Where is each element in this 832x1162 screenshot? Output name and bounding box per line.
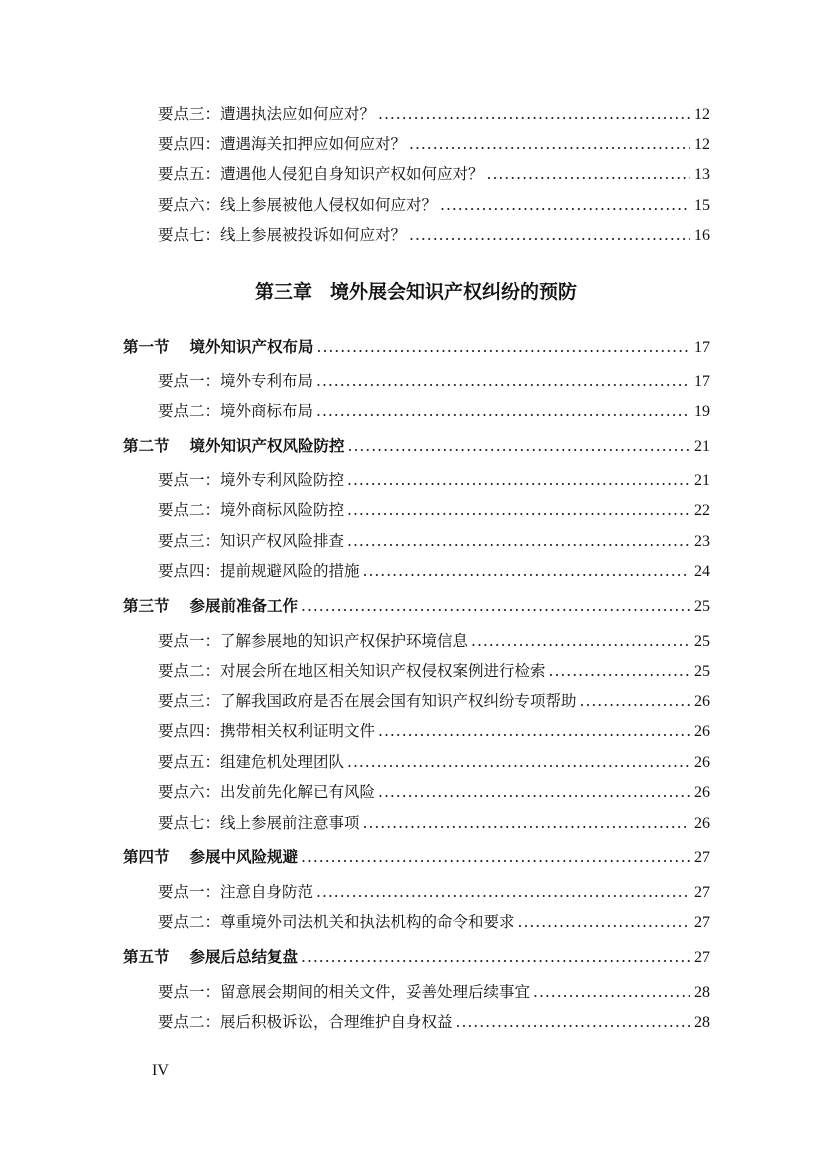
toc-item[interactable]: [158, 470, 710, 491]
toc-section-label: 第一节 境外知识产权布局: [123, 337, 314, 356]
toc-page-number: 26: [694, 693, 710, 710]
toc-item[interactable]: [158, 912, 710, 933]
toc-page-number: 24: [694, 563, 710, 580]
toc-item[interactable]: [158, 371, 710, 392]
toc-item[interactable]: [158, 691, 710, 712]
leader-dots: [456, 1012, 690, 1032]
toc-page-number: 15: [694, 197, 710, 214]
toc-item[interactable]: [158, 1012, 710, 1033]
toc-section-label: 第二节 境外知识产权风险防控: [123, 436, 345, 455]
leader-dots: [347, 752, 690, 772]
toc-item-label: 要点五：遭遇他人侵犯自身知识产权如何应对？: [158, 165, 484, 183]
toc-page-number: 13: [694, 166, 710, 183]
toc-page-number: 17: [694, 339, 710, 356]
toc-page-number: 26: [694, 784, 710, 801]
toc-page-number: 22: [694, 502, 710, 519]
toc-page-number: 26: [694, 754, 710, 771]
toc-item[interactable]: [158, 631, 710, 652]
toc-item-label: 要点二：境外商标布局: [158, 402, 314, 420]
toc-item-label: 要点五：组建危机处理团队: [158, 753, 345, 771]
toc-item[interactable]: [158, 225, 710, 246]
toc-item-label: 要点一：注意自身防范: [158, 883, 314, 901]
leader-dots: [518, 912, 690, 932]
leader-dots: [347, 470, 690, 490]
toc-item-label: 要点二：尊重境外司法机关和执法机构的命令和要求: [158, 913, 515, 931]
toc-item[interactable]: [158, 164, 710, 185]
toc-page-number: 23: [694, 533, 710, 550]
toc-section-label: 第三节 参展前准备工作: [123, 596, 299, 615]
toc-section[interactable]: [123, 436, 710, 457]
toc-page-number: 27: [694, 914, 710, 931]
toc-item-label: 要点七：线上参展被投诉如何应对？: [158, 226, 407, 244]
toc-page-number: 26: [694, 723, 710, 740]
toc-item[interactable]: [158, 401, 710, 422]
leader-dots: [301, 947, 690, 967]
leader-dots: [487, 164, 690, 184]
leader-dots: [317, 337, 690, 357]
toc-section[interactable]: [123, 337, 710, 358]
leader-dots: [533, 982, 690, 1002]
leader-dots: [409, 225, 690, 245]
leader-dots: [347, 500, 690, 520]
toc-item[interactable]: [158, 882, 710, 903]
toc-item-label: 要点六：出发前先化解已有风险: [158, 783, 376, 801]
leader-dots: [378, 104, 690, 124]
toc-page-number: 25: [694, 663, 710, 680]
toc-page-number: 27: [694, 849, 710, 866]
leader-dots: [301, 596, 690, 616]
leader-dots: [316, 401, 690, 421]
leader-dots: [316, 882, 690, 902]
toc-item-label: 要点二：对展会所在地区相关知识产权侵权案例进行检索: [158, 662, 546, 680]
toc-page-number: 26: [694, 815, 710, 832]
toc-section[interactable]: [123, 947, 710, 968]
toc-page-number: 12: [694, 136, 710, 153]
leader-dots: [301, 847, 690, 867]
toc-item[interactable]: [158, 752, 710, 773]
toc-page-number: 27: [694, 884, 710, 901]
leader-dots: [471, 631, 690, 651]
page-folio: IV: [152, 1062, 169, 1079]
toc-item-label: 要点四：遭遇海关扣押应如何应对？: [158, 135, 407, 153]
toc-item-label: 要点一：了解参展地的知识产权保护环境信息: [158, 632, 469, 650]
toc-item[interactable]: [158, 782, 710, 803]
toc-page-number: 28: [694, 984, 710, 1001]
leader-dots: [409, 134, 690, 154]
toc-item-label: 要点七：线上参展前注意事项: [158, 814, 360, 832]
toc-item[interactable]: [158, 661, 710, 682]
toc-page-number: 28: [694, 1014, 710, 1031]
leader-dots: [549, 661, 690, 681]
toc-item[interactable]: [158, 982, 710, 1003]
toc-section[interactable]: [123, 847, 710, 868]
toc-item[interactable]: [158, 104, 710, 125]
toc-item-label: 要点六：线上参展被他人侵权如何应对？: [158, 196, 438, 214]
toc-item[interactable]: [158, 813, 710, 834]
toc-page-number: 19: [694, 403, 710, 420]
toc-page-number: 25: [694, 598, 710, 615]
toc-item-label: 要点二：境外商标风险防控: [158, 501, 345, 519]
toc-item[interactable]: [158, 721, 710, 742]
chapter-number: 第三章: [254, 281, 312, 303]
leader-dots: [316, 371, 690, 391]
toc-section[interactable]: [123, 596, 710, 617]
toc-item[interactable]: [158, 531, 710, 552]
toc-item[interactable]: [158, 195, 710, 216]
toc-item-label: 要点三：遭遇执法应如何应对？: [158, 105, 376, 123]
toc-section-label: 第四节 参展中风险规避: [123, 847, 299, 866]
toc-item-label: 要点三：知识产权风险排查: [158, 532, 345, 550]
leader-dots: [440, 195, 690, 215]
leader-dots: [580, 691, 690, 711]
toc-item-label: 要点四：携带相关权利证明文件: [158, 722, 376, 740]
toc-page-number: 25: [694, 633, 710, 650]
chapter-title: [0, 280, 832, 304]
toc-item-label: 要点一：留意展会期间的相关文件，妥善处理后续事宜: [158, 983, 531, 1001]
toc-section-label: 第五节 参展后总结复盘: [123, 947, 299, 966]
chapter-name: 境外展会知识产权纠纷的预防: [330, 281, 578, 303]
toc-page-number: 21: [694, 438, 710, 455]
toc-item-label: 要点四：提前规避风险的措施: [158, 562, 360, 580]
leader-dots: [347, 531, 690, 551]
toc-item-label: 要点一：境外专利风险防控: [158, 471, 345, 489]
toc-page-number: 21: [694, 472, 710, 489]
leader-dots: [363, 813, 690, 833]
toc-item-label: 要点一：境外专利布局: [158, 372, 314, 390]
toc-page-number: 12: [694, 106, 710, 123]
leader-dots: [378, 782, 690, 802]
toc-item[interactable]: [158, 134, 710, 155]
toc-item-label: 要点二：展后积极诉讼，合理维护自身权益: [158, 1013, 453, 1031]
toc-item[interactable]: [158, 561, 710, 582]
toc-item[interactable]: [158, 500, 710, 521]
toc-page-number: 27: [694, 949, 710, 966]
leader-dots: [378, 721, 690, 741]
leader-dots: [363, 561, 690, 581]
leader-dots: [348, 436, 690, 456]
toc-item-label: 要点三：了解我国政府是否在展会国有知识产权纠纷专项帮助: [158, 692, 577, 710]
toc-page-number: 17: [694, 373, 710, 390]
toc-page-number: 16: [694, 227, 710, 244]
